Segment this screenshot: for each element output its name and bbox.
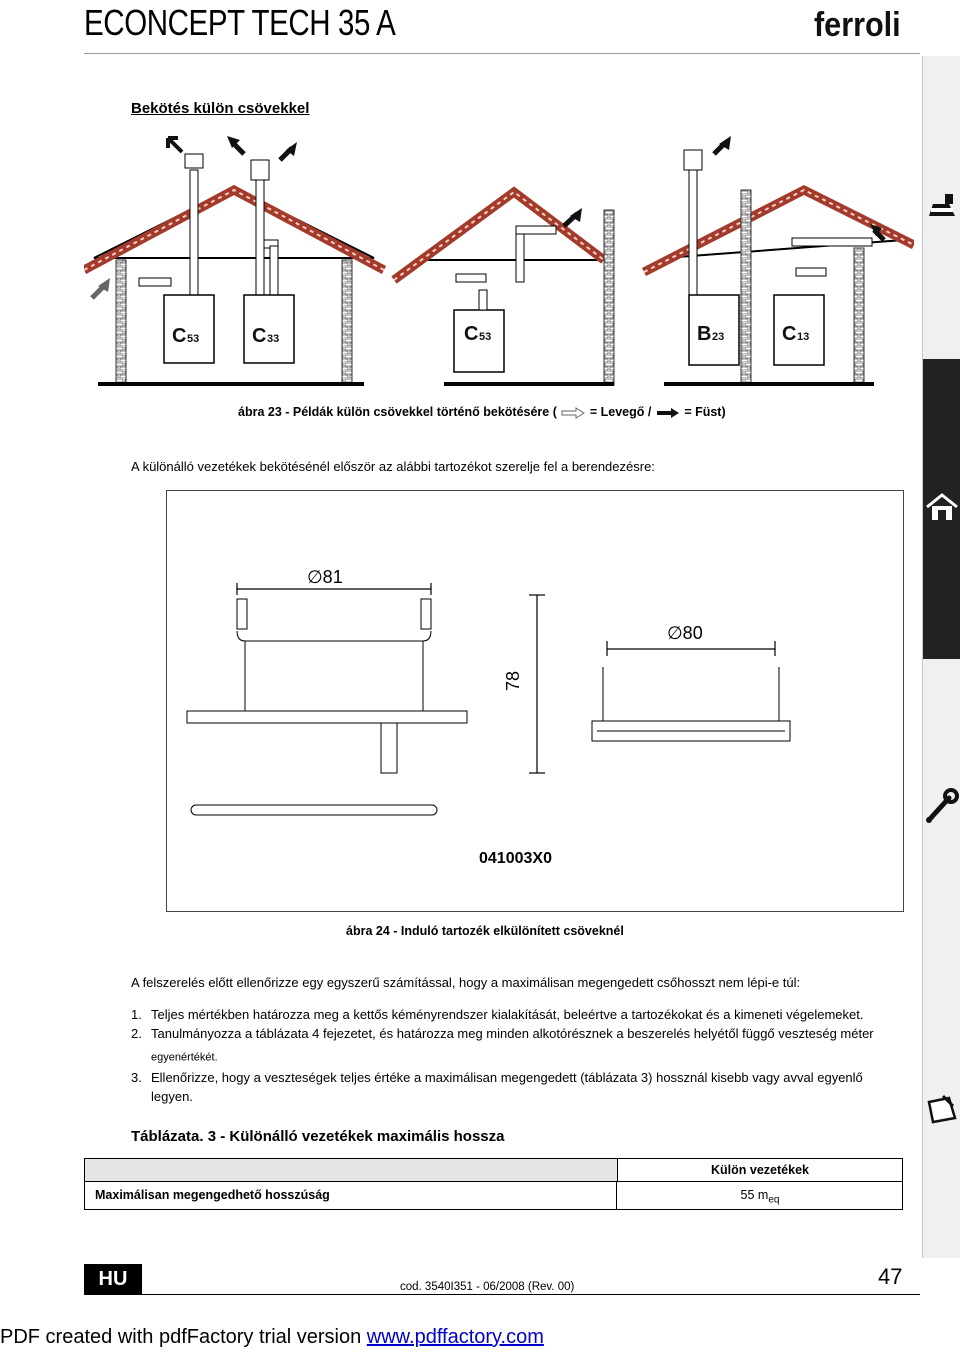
value-main: 55 m (740, 1188, 769, 1202)
notepad-icon[interactable] (923, 1088, 960, 1128)
boiler-label-5-sub: 13 (797, 331, 810, 343)
house-right (644, 136, 914, 386)
user-manual-icon[interactable] (923, 186, 960, 226)
step-number: 3. (131, 1069, 142, 1085)
section-sidebar (922, 56, 960, 1258)
figure-23-caption (238, 405, 726, 419)
figure-23-installation-examples (84, 130, 914, 397)
header-rule (84, 53, 920, 54)
house-middle (394, 192, 614, 386)
table-row-value (618, 1182, 902, 1209)
step-number: 2. (131, 1026, 142, 1041)
caption-prefix: ábra 23 - Példák külön csövekkel történő bekötésére ( (238, 405, 557, 419)
boiler-label-1-sub: 53 (187, 333, 200, 345)
boiler-label-4-sub: 23 (712, 331, 725, 343)
boiler-label-3: C (464, 323, 479, 345)
step-1 (131, 1005, 901, 1024)
dim-d81: ∅81 (307, 567, 343, 587)
step-number: 1. (131, 1007, 142, 1022)
step-text: Tanulmányozza a táblázata 4 fejezetet, és határozza meg minden alkotórésznek a beszerelés helyétől függő veszteség méter (151, 1026, 874, 1041)
step-3 (131, 1068, 901, 1106)
smoke-arrow-icon (655, 407, 681, 419)
figure-24-caption: ábra 24 - Induló tartozék elkülönített csöveknél (346, 924, 624, 938)
ferroli-logo (814, 2, 904, 51)
steps-list (131, 1005, 901, 1106)
boiler-label-2: C (252, 325, 267, 347)
step-text: Ellenőrizze, hogy a veszteségek teljes értéke a maximálisan megengedett (táblázata 3) hossznál kisebb vagy avval egyenlő legyen. (151, 1069, 863, 1104)
table-title: Táblázata. 3 - Különálló vezetékek maximális hossza (131, 1128, 505, 1145)
section-heading: Bekötés külön csövekkel (131, 100, 310, 117)
air-arrow-icon (560, 407, 586, 419)
table-row-label: Maximálisan megengedhető hosszúság (85, 1182, 617, 1209)
house-left (84, 136, 384, 386)
caption-air: = Levegő / (589, 405, 652, 419)
table-col-header: Külön vezetékek (618, 1159, 902, 1182)
wrench-icon[interactable] (923, 786, 960, 826)
intro-text: A különálló vezetékek bekötésénél először az alábbi tartozékot szerelje fel a berendezésre: (131, 459, 655, 474)
footer-rule (84, 1294, 920, 1295)
table-header-empty (85, 1159, 618, 1182)
step-text: Teljes mértékben határozza meg a kettős kéményrendszer kialakítását, beleértve a tartozékokat és a kimeneti végelemeket. (151, 1007, 864, 1022)
installer-house-icon (923, 487, 960, 527)
boiler-label-1: C (172, 325, 187, 347)
dim-78: 78 (503, 670, 523, 691)
boiler-label-3-sub: 53 (479, 331, 492, 343)
step-2 (131, 1024, 901, 1068)
boiler-label-2-sub: 33 (267, 333, 280, 345)
step-text-sub: egyenértékét. (151, 1051, 218, 1064)
dim-d80: ∅80 (667, 623, 703, 643)
document-code: cod. 3540I351 - 06/2008 (Rev. 00) (400, 1281, 575, 1293)
language-badge: HU (84, 1264, 142, 1294)
max-length-table (84, 1158, 903, 1210)
page-number: 47 (878, 1264, 903, 1289)
value-sub: eq (768, 1194, 780, 1206)
banner-link[interactable]: www.pdffactory.com (366, 1326, 544, 1348)
check-text: A felszerelés előtt ellenőrizze egy egyszerű számítással, hogy a maximálisan megengedett csőhosszt nem lépi-e túl: (131, 975, 801, 990)
figure-24-starter-accessory (166, 490, 904, 912)
caption-smoke: = Füst) (684, 405, 726, 419)
sidebar-active-section[interactable] (923, 359, 960, 659)
boiler-label-4: B (697, 323, 712, 345)
document-title: ECONCEPT TECH 35 A (84, 2, 396, 43)
pdf-banner (0, 1326, 544, 1349)
banner-text: PDF created with pdfFactory trial version (0, 1326, 367, 1348)
boiler-label-5: C (782, 323, 797, 345)
part-code: 041003X0 (479, 850, 552, 867)
logo-text: ferroli (814, 5, 901, 44)
